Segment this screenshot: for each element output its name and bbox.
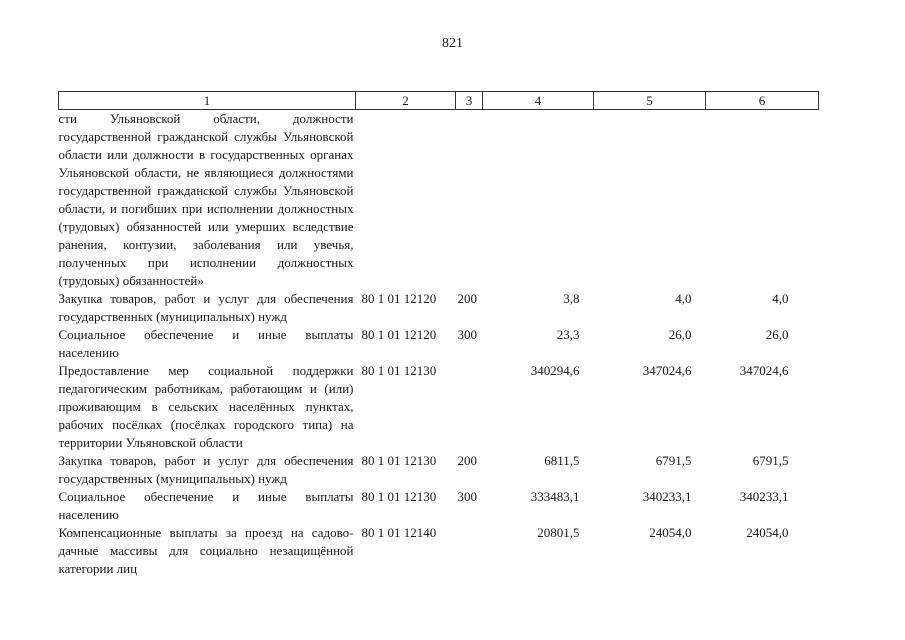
row-type: 200: [457, 291, 477, 306]
header-cell-3: 3: [456, 92, 483, 110]
budget-table: [58, 91, 819, 578]
row-type: [456, 362, 483, 452]
row-name: Компенсационные выплаты за проезд на садово-дачные массивы для социально незащищённой категории лиц: [58, 525, 354, 576]
table-row: [59, 362, 819, 452]
row-value-6: 4,0: [772, 291, 789, 306]
row-value-6: 347024,6: [739, 363, 789, 378]
row-name: Закупка товаров, работ и услуг для обеспечения государственных (муниципальных) нужд: [58, 291, 354, 324]
table-row: [59, 290, 819, 326]
row-value-4: 3,8: [563, 291, 580, 306]
header-cell-2: 2: [356, 92, 456, 110]
row-value-5: 24054,0: [649, 525, 692, 540]
row-code: 80 1 01 12130: [361, 453, 437, 468]
row-name: Социальное обеспечение и иные выплаты населению: [58, 489, 354, 522]
row-value-5: 26,0: [668, 327, 692, 342]
row-value-6: 24054,0: [746, 525, 789, 540]
row-name: сти Ульяновской области, должности государственной гражданской службы Ульяновской области или должности в государственных органах Ульяновской области, не являющиеся должностями государственной гражданской службы Ульяновской области, и погибших при исполнении должностных (трудовых) обязанностей или умерших вследствие ранения, контузии, заболевания или увечья, полученных при исполнении должностных (трудовых) обязанностей»: [58, 111, 354, 288]
row-value-6: 6791,5: [752, 453, 789, 468]
row-value-4: 340294,6: [530, 363, 580, 378]
row-value-5: 347024,6: [642, 363, 692, 378]
row-value-5: [594, 110, 706, 291]
row-name: Закупка товаров, работ и услуг для обеспечения государственных (муниципальных) нужд: [58, 453, 354, 486]
row-value-4: 20801,5: [537, 525, 580, 540]
table-row: [59, 488, 819, 524]
table-row: [59, 110, 819, 291]
table-row: [59, 452, 819, 488]
table-row: [59, 524, 819, 578]
row-value-4: 6811,5: [544, 453, 580, 468]
row-type: 300: [457, 327, 477, 342]
row-code: 80 1 01 12120: [361, 327, 437, 342]
table-row: [59, 326, 819, 362]
row-value-4: [483, 110, 594, 291]
row-type: 300: [457, 489, 477, 504]
header-cell-5: 5: [594, 92, 706, 110]
row-type: 200: [457, 453, 477, 468]
page-number: 821: [442, 36, 463, 51]
row-code: 80 1 01 12130: [361, 489, 437, 504]
row-value-5: 6791,5: [655, 453, 692, 468]
row-name: Социальное обеспечение и иные выплаты населению: [58, 327, 354, 360]
row-code: 80 1 01 12120: [361, 291, 437, 306]
table-header-row: [59, 92, 819, 110]
header-cell-1: 1: [59, 92, 356, 110]
header-cell-4: 4: [483, 92, 594, 110]
row-type: [456, 110, 483, 291]
row-value-4: 23,3: [556, 327, 580, 342]
row-value-5: 340233,1: [642, 489, 692, 504]
row-type: [456, 524, 483, 578]
row-value-6: [706, 110, 819, 291]
row-value-6: 26,0: [765, 327, 789, 342]
row-code: 80 1 01 12140: [361, 525, 437, 540]
row-name: Предоставление мер социальной поддержки педагогическим работникам, работающим и (или) проживающим в сельских населённых пунктах, рабочих посёлках (посёлках городского типа) на территории Ульяновской области: [58, 363, 354, 450]
row-value-5: 4,0: [675, 291, 692, 306]
row-code: 80 1 01 12130: [361, 363, 437, 378]
row-value-6: 340233,1: [739, 489, 789, 504]
row-code: [356, 110, 456, 291]
row-value-4: 333483,1: [530, 489, 580, 504]
header-cell-6: 6: [706, 92, 819, 110]
